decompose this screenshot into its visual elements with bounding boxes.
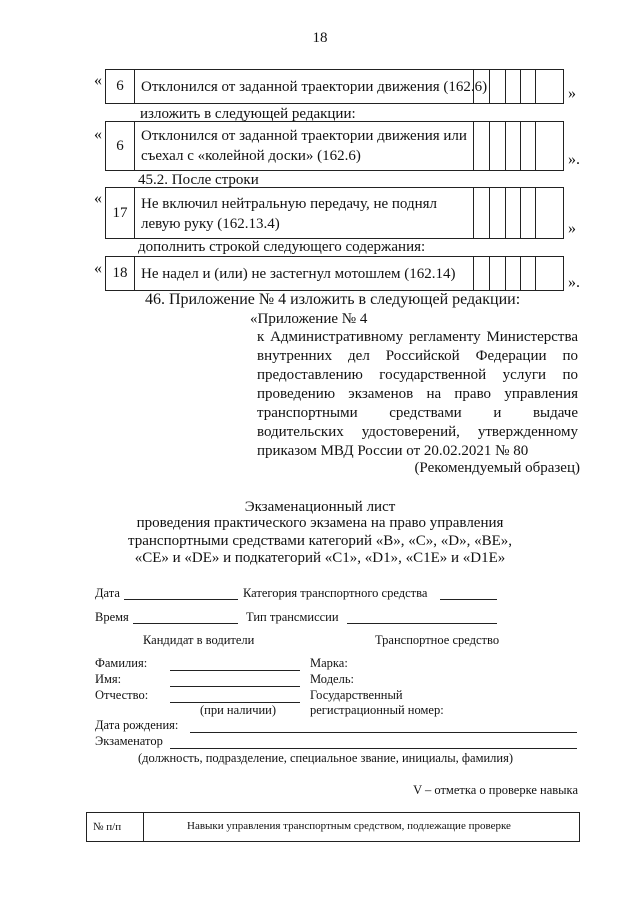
patronymic-label: Отчество: — [95, 688, 149, 702]
row-text: Не надел и (или) не застегнул мотошлем (162.14) — [141, 266, 456, 282]
close-quote: ». — [568, 151, 580, 168]
skills-table — [86, 812, 580, 842]
examiner-label: Экзаменатор — [95, 734, 163, 748]
open-quote: « — [94, 126, 102, 143]
row-number: 6 — [106, 70, 135, 103]
name-field[interactable] — [170, 686, 300, 687]
appendix-line: проведению экзаменов на право управления — [257, 386, 578, 402]
open-quote: « — [94, 260, 102, 277]
row-text: Отклонился от заданной траектории движения (162.6) — [141, 79, 488, 95]
page-number: 18 — [312, 30, 328, 46]
row-text-line1: Не включил нейтральную передачу, не поднял — [141, 196, 438, 212]
vehicle-header: Транспортное средство — [375, 633, 500, 647]
reg-label-2: регистрационный номер: — [310, 703, 444, 717]
col-number-header: № п/п — [87, 813, 144, 841]
exam-sheet-subtitle: транспортными средствами категорий «B», «C», «D», «BE», — [127, 533, 512, 549]
phrase-add: дополнить строкой следующего содержания: — [138, 239, 426, 255]
exam-sheet-title: Экзаменационный лист — [244, 499, 396, 515]
model-label: Модель: — [310, 672, 355, 686]
appendix-line: транспортными средствами и выдаче — [257, 405, 578, 421]
if-any-note: (при наличии) — [200, 703, 277, 717]
heading-45-2: 45.2. После строки — [138, 172, 259, 188]
appendix-line: приказом МВД России от 20.02.2021 № 80 — [257, 443, 529, 459]
time-label: Время — [95, 610, 129, 624]
appendix-title: «Приложение № 4 — [250, 311, 368, 327]
row-text-line1: Отклонился от заданной траектории движения или — [141, 128, 467, 144]
table-row — [105, 187, 564, 239]
open-quote: « — [94, 190, 102, 207]
exam-sheet-subtitle: «CE» и «DE» и подкатегорий «C1», «D1», «C1E» и «D1E» — [134, 550, 506, 566]
exam-sheet-subtitle: проведения практического экзамена на право управления — [136, 515, 504, 531]
time-field[interactable] — [133, 623, 238, 624]
appendix-line: водительских удостоверений, утвержденному — [257, 424, 578, 440]
close-quote: » — [568, 85, 576, 102]
transmission-field[interactable] — [347, 623, 497, 624]
close-quote: ». — [568, 274, 580, 291]
name-label: Имя: — [95, 672, 122, 686]
brand-label: Марка: — [310, 656, 348, 670]
mark-note: V – отметка о проверке навыка — [413, 783, 578, 797]
date-label: Дата — [95, 586, 120, 600]
examiner-hint: (должность, подразделение, специальное звание, инициалы, фамилия) — [138, 751, 514, 765]
birth-field[interactable] — [190, 732, 577, 733]
row-number: 6 — [106, 122, 135, 170]
open-quote: « — [94, 72, 102, 89]
close-quote: » — [568, 220, 576, 237]
reg-label-1: Государственный — [310, 688, 403, 702]
candidate-header: Кандидат в водители — [143, 633, 255, 647]
row-number: 17 — [106, 188, 135, 238]
examiner-field[interactable] — [170, 748, 577, 749]
sample-note: (Рекомендуемый образец) — [414, 460, 580, 476]
row-text-line2: съехал с «колейной доски» (162.6) — [141, 148, 361, 164]
appendix-line: предоставлению государственной услуги по — [257, 367, 578, 383]
date-field[interactable] — [124, 599, 238, 600]
category-label: Категория транспортного средства — [243, 586, 428, 600]
birth-label: Дата рождения: — [95, 718, 179, 732]
row-number: 18 — [106, 257, 135, 290]
phrase-edit: изложить в следующей редакции: — [140, 106, 356, 122]
table-row — [105, 69, 564, 104]
transmission-label: Тип трансмиссии — [246, 610, 339, 624]
appendix-text — [257, 328, 578, 461]
table-row — [105, 256, 564, 291]
row-text-line2: левую руку (162.13.4) — [141, 216, 280, 232]
surname-field[interactable] — [170, 670, 300, 671]
item-46: 46. Приложение № 4 изложить в следующей редакции: — [145, 291, 521, 308]
appendix-line: внутренних дел Российской Федерации по — [257, 348, 578, 364]
category-field[interactable] — [440, 599, 497, 600]
surname-label: Фамилия: — [95, 656, 148, 670]
appendix-line: к Административному регламенту Министерства — [257, 329, 578, 345]
col-skills-header: Навыки управления транспортным средством, подлежащие проверке — [187, 820, 511, 832]
table-row — [105, 121, 564, 171]
